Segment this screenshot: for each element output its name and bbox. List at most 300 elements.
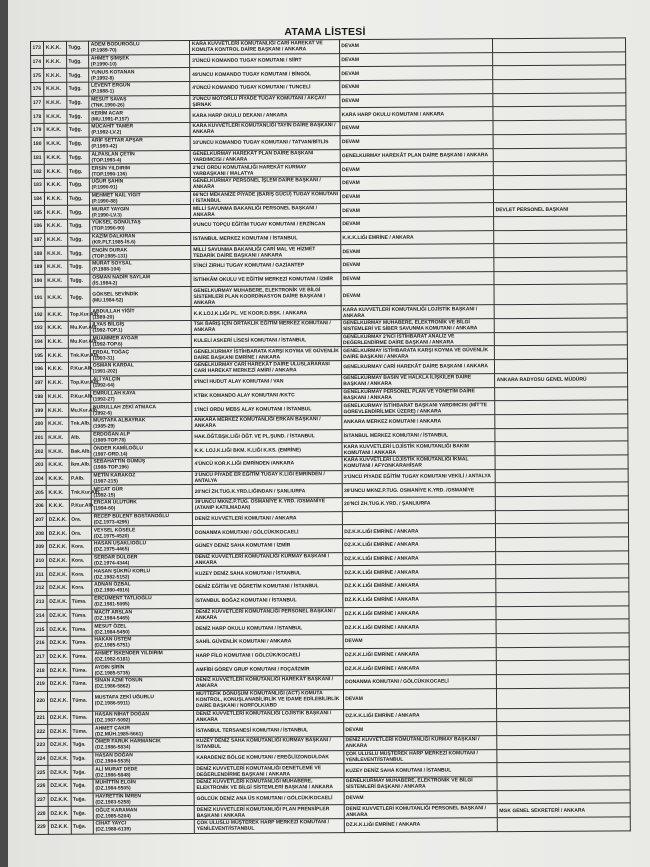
branch-cell: K.K.K. <box>44 55 67 69</box>
officer-id: (1994-60) <box>93 505 116 512</box>
name-cell <box>93 663 194 677</box>
officer-id: (DZ.1973-4295) <box>93 519 130 526</box>
rank-cell: Tüma. <box>70 622 93 636</box>
note-cell <box>494 318 627 332</box>
officer-name: ADEM BODUROĞLU <box>90 41 140 48</box>
officer-name: ARİF SETTAR APŞAR <box>91 137 143 144</box>
branch-cell: K.K.K. <box>46 472 69 486</box>
new-post-cell: DZ.K.K.LIĞI EMRİNE / ANKARA <box>342 524 495 539</box>
officer-name: METİN KARAKÖZ <box>93 472 136 479</box>
name-cell <box>89 123 190 137</box>
officer-name: MURAT YAYGIN <box>91 205 130 213</box>
rank-cell: Kora. <box>70 581 93 595</box>
note-cell <box>494 271 627 285</box>
new-post-cell: DEVAM <box>340 93 493 108</box>
officer-id: (P.1988-1) <box>91 88 115 96</box>
note-cell <box>496 523 629 537</box>
rank-cell: İkm.Alb. <box>69 458 92 472</box>
row-number-cell: 176 <box>31 82 44 96</box>
note-cell: ANKARA RADYOSU GENEL MÜDÜRÜ <box>495 373 628 387</box>
officer-name: AHMET İSKENDER YILDIRIM <box>94 650 163 657</box>
new-post-cell: KARA KUVVETLERİ KOMUTANLIĞI LOJİSTİK BAŞKANI / ANKARA <box>341 305 494 320</box>
rank-cell: Ora. <box>69 527 92 541</box>
note-cell <box>493 38 626 52</box>
branch-cell: K.K.K. <box>45 274 68 288</box>
officer-id: (DZ.1985-5735) <box>94 669 130 677</box>
note-cell <box>495 441 628 455</box>
row-number-cell: 180 <box>31 137 44 151</box>
note-cell <box>494 243 627 257</box>
rank-cell: Tuğg. <box>68 288 91 308</box>
row-number-cell: 178 <box>31 110 44 124</box>
officer-id: (DZ.1975-4465) <box>93 546 130 554</box>
note-cell <box>496 605 629 619</box>
officer-id: (İS.1984-2) <box>92 280 118 287</box>
officer-id: (DZ.1986-5848) <box>95 772 131 779</box>
name-cell <box>91 430 192 444</box>
branch-cell: DZ.K.K. <box>48 779 71 793</box>
current-post-cell: DENİZ KUVVETLERİ KOMUTANLIĞI DENETLEME VE DEĞERLENDİRME BAŞKANI / ANKARA <box>194 764 343 779</box>
note-cell <box>496 551 629 565</box>
row-number-cell: 192 <box>32 308 45 322</box>
branch-cell: DZ.K.K. <box>48 650 71 664</box>
name-cell <box>92 540 193 554</box>
row-number-cell: 211 <box>34 568 47 582</box>
current-post-cell: DONANMA KOMUTANI / GÖLCÜK/KOCAELİ <box>193 525 342 540</box>
rank-cell: Tüma. <box>70 691 93 711</box>
new-post-cell: DEVAM <box>340 244 493 259</box>
new-post-cell: DENİZ KUVVETLERİ KOMUTANLIĞI KURMAY BAŞKANI / ANKARA <box>343 736 496 751</box>
row-number-cell: 185 <box>32 206 45 220</box>
note-cell <box>496 674 629 688</box>
current-post-cell: MİLLİ SAVUNMA BAKANLIĞI CARİ MAL VE HİZMET TEDARİK DAİRE BAŞKANI / ANKARA <box>191 245 340 260</box>
branch-cell: K.K.K. <box>45 260 68 274</box>
note-cell <box>497 687 630 708</box>
officer-name: İLYAS BİLGİŞ <box>92 321 125 329</box>
rank-cell: Tuğg. <box>67 137 90 151</box>
current-post-cell: GENELKURMAY CARİ HAREKÂT DAİRE ULUSLARARASI CARİ HAREKAT MERKEZİ AMİRİ / ANKARA <box>192 361 341 376</box>
rank-cell: Mu.Kur.Alb. <box>68 335 91 349</box>
name-cell <box>89 136 190 150</box>
current-post-cell: 4'ÜNCÜ KOMANDO TUGAY KOMUTANI / TUNCELİ <box>190 81 339 96</box>
new-post-cell: ÇOK ULUSLU MÜŞTEREK HARP MERKEZİ KOMUTANI / YENİLEVENT/İSTANBUL <box>344 749 497 764</box>
name-cell <box>90 287 191 308</box>
row-number-cell: 188 <box>32 247 45 261</box>
officer-name: VEYSEL KÖSELE <box>93 527 136 534</box>
current-post-cell: 3'ÜNCÜ KOMANDO TUGAY KOMUTANI / SİİRT <box>190 53 339 68</box>
note-cell <box>497 817 630 831</box>
branch-cell: DZ.K.K. <box>47 595 70 609</box>
officer-id: (DZ.1986-5862) <box>94 683 131 690</box>
rank-cell: Tüma. <box>70 663 93 677</box>
note-cell <box>496 646 629 660</box>
officer-id: (MU.1991-P.157) <box>91 116 129 123</box>
current-post-cell: KULELİ ASKERİ LİSESİ KOMUTANI / İSTANBUL <box>192 333 341 348</box>
officer-name: MÜCAHİT TAMER <box>91 123 134 131</box>
branch-cell: K.K.K. <box>46 431 69 445</box>
new-post-cell: DEVAM <box>339 66 492 81</box>
note-cell <box>494 345 627 359</box>
note-cell <box>496 578 629 592</box>
rank-cell: Top.Kur.Alb. <box>68 308 91 322</box>
name-cell <box>93 792 194 806</box>
officer-id: (P.1992-8) <box>90 75 114 82</box>
row-number-cell: 190 <box>32 274 45 288</box>
name-cell <box>92 526 193 540</box>
row-number-cell: 184 <box>31 192 44 206</box>
row-number-cell: 205 <box>33 486 46 500</box>
name-cell <box>89 150 190 164</box>
row-number-cell: 173 <box>31 41 44 55</box>
current-post-cell: DENİZ KUVVETLERİ KOMUTANI / ANKARA <box>193 511 342 526</box>
rank-cell: Tuğg. <box>67 192 90 206</box>
officer-id: (KR.PLT.1985-İS.6) <box>91 239 136 246</box>
new-post-cell: GENELKURMAY İSTİHBARATA KARŞI KOYMA VE GÜVENLİK DAİRE BAŞKANI / ANKARA <box>341 346 494 361</box>
note-cell <box>496 660 629 674</box>
new-post-cell: DZ.K.K.LIĞI EMRİNE / ANKARA <box>343 647 496 662</box>
officer-name: MUSTAFA ZEKİ UĞURLU <box>94 694 154 701</box>
officer-name: MESUT SAVAŞ <box>91 96 127 103</box>
officer-id: (TOP.1993-4) <box>91 157 122 164</box>
rank-cell: Tüma. <box>70 636 93 650</box>
table-row <box>35 817 630 834</box>
branch-cell: K.K.K. <box>46 403 69 417</box>
rank-cell: P.Kur.Alb. <box>68 362 91 376</box>
current-post-cell: KTBK KOMANDO ALAY KOMUTANI /KKTC <box>192 388 341 403</box>
officer-id: (1991-202) <box>92 368 118 376</box>
officer-id: (DZ.1986-5834) <box>95 744 131 751</box>
branch-cell: DZ.K.K. <box>47 513 70 527</box>
new-post-cell: KARA KUVVETLERİ LOJİSTİK KOMUTANLIĞI BAKIM KOMUTANI / ANKARA <box>342 442 495 457</box>
officer-id: (P.1990-LV.3) <box>91 212 122 219</box>
officer-name: AHMET ŞİMŞEK <box>90 55 130 62</box>
rank-cell: Tuğg. <box>66 69 89 83</box>
note-cell <box>493 147 626 161</box>
rank-cell: Kora. <box>69 540 92 554</box>
officer-name: HASAN DOĞAN <box>95 752 133 759</box>
branch-cell: K.K.K. <box>46 362 69 376</box>
new-post-cell: DZ.K.K.LIĞI EMRİNE / ANKARA <box>342 551 495 566</box>
current-post-cell: HARP FİLO KOMUTANI / GÖLCÜK/KOCAELİ <box>194 648 343 663</box>
branch-cell: DZ.K.K. <box>47 581 70 595</box>
name-cell <box>92 649 193 663</box>
officer-id: (DZ.1987-5092) <box>94 717 131 724</box>
new-post-cell: DEVAM <box>343 688 496 709</box>
current-post-cell: MÜTTEFİK DÖNÜŞÜM KOMUTANLIĞI (ACT) KOMUTA KONTROL, KONUŞLANABİLİRLİK VE İDAME EDİLEBİLİRLİK DAİRE BAŞKANI / NORFOLK/ABD <box>194 689 343 710</box>
new-post-cell: DONANMA KOMUTANI / GÖLCÜK/KOCAELİ <box>343 675 496 690</box>
name-cell <box>90 191 191 205</box>
rank-cell: Tuğg. <box>67 205 90 219</box>
new-post-cell: DZ.K.K.LIĞI EMRİNE / ANKARA <box>342 538 495 553</box>
officer-id: (1992-64) <box>92 382 115 389</box>
row-number-cell: 226 <box>35 779 48 793</box>
branch-cell: DZ.K.K. <box>48 691 71 711</box>
new-post-cell: DENİZ KUVVETLERİ KOMUTANLIĞI PERSONEL BAŞKANI / ANKARA <box>344 804 497 819</box>
current-post-cell: 3'ÜNCÜ PİYADE ER EĞİTİM TUGAY K.LIĞI EMRİNDEN / ANTALYA <box>193 470 342 485</box>
rank-cell: Tuğg. <box>68 260 91 274</box>
officer-name: YUNUS KOTANAN <box>90 69 135 76</box>
rank-cell: P.Alb. <box>69 472 92 486</box>
document-title: ATAMA LİSTESİ <box>284 26 366 38</box>
current-post-cell: 8'İNCİ HUDUT ALAY KOMUTANI / VAN <box>192 374 341 389</box>
row-number-cell: 210 <box>34 554 47 568</box>
current-post-cell: 3'ÜNCÜ MOTORLU PİYADE TUGAY KOMUTANI / AKÇAY/ŞIRNAK <box>190 94 339 109</box>
rank-cell: Top.Kur.Alb. <box>68 376 91 390</box>
officer-id: (DZ.1983-5258) <box>95 799 131 806</box>
new-post-cell: 20'NCİ ZH.TUG.K.YRD. / ŞANLIURFA <box>342 497 495 512</box>
officer-name: ÖNDER KAMİLOĞLU <box>93 444 143 452</box>
note-cell <box>497 762 630 776</box>
new-post-cell: GENELKURMAY PERSONEL PLAN VE YÖNETİM DAİRE BAŞKANI / ANKARA <box>341 387 494 402</box>
officer-name: ABDULLAH YİĞİT <box>92 308 135 315</box>
name-cell <box>90 260 191 274</box>
row-number-cell: 214 <box>34 609 47 623</box>
name-cell <box>91 457 192 471</box>
name-cell <box>93 690 194 711</box>
name-cell <box>92 622 193 636</box>
officer-name: UĞUR ŞAHİN <box>91 178 124 185</box>
officer-name: ALİ YALÇIN <box>92 376 121 383</box>
table-body <box>31 38 631 834</box>
row-number-cell: 193 <box>32 321 45 335</box>
branch-cell: DZ.K.K. <box>47 636 70 650</box>
officer-id: (DZ.1984-5505) <box>95 785 131 793</box>
rank-cell: Tuğg. <box>66 41 89 55</box>
officer-name: GÖKSEL SEVİNDİK <box>92 291 139 298</box>
officer-id: (DZ.1986-5911) <box>94 700 130 707</box>
officer-name: LEVENT ERGÜN <box>91 82 131 90</box>
new-post-cell: DEVAM <box>341 285 494 306</box>
branch-cell: K.K.K. <box>44 69 67 83</box>
current-post-cell: DENİZ EĞİTİM VE ÖĞRETİM KOMUTANI / İSTANBUL <box>193 580 342 595</box>
new-post-cell: DEVAM <box>340 189 493 204</box>
row-number-cell: 200 <box>33 417 46 431</box>
branch-cell: K.K.K. <box>44 151 67 165</box>
branch-cell: K.K.K. <box>45 247 68 261</box>
name-cell <box>90 232 191 246</box>
officer-name: KAZIM DALKIRAN <box>91 233 136 240</box>
row-number-cell: 196 <box>32 363 45 377</box>
row-number-cell: 174 <box>31 55 44 69</box>
current-post-cell: MİLLİ SAVUNMA BAKANLIĞI PERSONEL BAŞKANI / ANKARA <box>191 204 340 219</box>
rank-cell: Tnk.Alb. <box>69 417 92 431</box>
current-post-cell: DENİZ KUVVETLERİ KOMUTANLIĞI HAREKÂT BAŞKANI / ANKARA <box>194 676 343 691</box>
branch-cell: K.K.K. <box>47 499 70 513</box>
note-cell <box>497 749 630 763</box>
note-cell <box>497 735 630 749</box>
row-number-cell: 209 <box>34 540 47 554</box>
row-number-cell: 225 <box>35 766 48 780</box>
rank-cell: Tuğa. <box>71 766 94 780</box>
rank-cell: Tüma. <box>70 677 93 691</box>
note-cell <box>496 564 629 578</box>
officer-name: ERDAL TOĞAÇ <box>92 349 130 356</box>
new-post-cell: DEVAM <box>343 634 496 649</box>
officer-id: (TOP.1990-90) <box>91 225 125 232</box>
row-number-cell: 203 <box>33 458 46 472</box>
name-cell <box>94 820 195 834</box>
new-post-cell: 39'UNCU MKNZ.P.TUG. OSMANİYE K.YRD. /OSMANİYE <box>342 483 495 498</box>
officer-id: (DZ.1988-6139) <box>95 826 131 834</box>
officer-name: MEHMET NAİL YİĞİT <box>91 192 141 199</box>
row-number-cell: 215 <box>34 623 47 637</box>
new-post-cell: KARA HARP OKULU KOMUTANI / ANKARA <box>340 107 493 122</box>
officer-name: SİNAN AZMİ TOSUN <box>94 677 143 684</box>
rank-cell: Tuğg. <box>67 219 90 233</box>
note-cell <box>496 619 629 633</box>
rank-cell: Ora. <box>69 513 92 527</box>
row-number-cell: 191 <box>32 288 45 308</box>
branch-cell: DZ.K.K. <box>48 725 71 739</box>
note-cell <box>497 707 630 721</box>
officer-name: KERİM ACAR <box>91 110 123 117</box>
name-cell <box>89 82 190 96</box>
name-cell <box>89 95 190 109</box>
officer-id: (1989-20) <box>92 314 115 321</box>
new-post-cell: 3'ÜNCÜ PİYADE EĞİTİM TUGAY KOMUTANI VEKİLİ / ANTALYA <box>342 469 495 484</box>
officer-name: CİHAT YAYCI <box>95 820 127 828</box>
branch-cell: K.K.K. <box>44 96 67 110</box>
note-cell <box>494 304 627 318</box>
row-number-cell: 187 <box>32 233 45 247</box>
current-post-cell: K.K. LOJ.K.LIĞI BKM. K.LIĞI K.KS. (EMRİNE) <box>192 443 341 458</box>
name-cell <box>93 751 194 765</box>
branch-cell: K.K.K. <box>46 486 69 500</box>
new-post-cell: GENELKURMAY HAREKÂT PLAN DAİRE BAŞKANI / ANKARA <box>340 148 493 163</box>
current-post-cell: İSTANBUL MERKEZ KOMUTANI / İSTANBUL <box>191 231 340 246</box>
current-post-cell: KARA HARP OKULU DEKANI / ANKARA <box>190 108 339 123</box>
current-post-cell: KARA KUVVETLERİ KOMUTANLIĞI TAYİN DAİRE BAŞKANI / ANKARA <box>190 122 339 137</box>
current-post-cell: KARA KUVVETLERİ KOMUTANLIĞI CARİ HAREKAT VE KOMUTA KONTROL DAİRE BAŞKANI / ANKARA <box>190 40 339 55</box>
officer-name: AHMET ÇAKIR <box>94 725 130 732</box>
note-cell <box>495 414 628 428</box>
branch-cell: K.K.K. <box>45 192 68 206</box>
officer-name: MUSTAFA ALBAYRAK <box>93 417 146 424</box>
row-number-cell: 207 <box>33 513 46 527</box>
name-cell <box>90 177 191 191</box>
officer-id: (P.1990-10) <box>90 61 117 68</box>
branch-cell: DZ.K.K. <box>49 820 72 834</box>
row-number-cell: 212 <box>34 582 47 596</box>
officer-id: (DZ.1975-4520) <box>93 533 130 540</box>
name-cell <box>91 389 192 403</box>
new-post-cell: DEVAM <box>340 162 493 177</box>
current-post-cell: KUZEY DENİZ SAHA KOMUTANLIĞI KURMAY BAŞKANI / İSTANBUL <box>194 737 343 752</box>
new-post-cell: DEVAM <box>340 121 493 136</box>
officer-name: MURAT SOYSAL <box>92 260 132 267</box>
new-post-cell: DEVAM <box>340 134 493 149</box>
name-cell <box>90 321 191 335</box>
branch-cell: K.K.K. <box>45 233 68 247</box>
rank-cell: Tuğg. <box>67 164 90 178</box>
note-cell <box>493 79 626 93</box>
branch-cell: K.K.K. <box>46 349 69 363</box>
officer-name: OSMAN KARDAL <box>92 362 134 370</box>
current-post-cell: DENİZ HARP OKULU KOMUTANI / İSTANBUL <box>194 621 343 636</box>
branch-cell: DZ.K.K. <box>48 793 71 807</box>
current-post-cell: 9'UNCU TOPÇU EĞİTİM TUGAY KOMUTANI / ERZİNCAN <box>191 218 340 233</box>
note-cell <box>494 257 627 271</box>
current-post-cell: KUZEY DENİZ SAHA KOMUTANI / İSTANBUL <box>193 566 342 581</box>
branch-cell: DZ.K.K. <box>48 711 71 725</box>
note-cell: DEVLET PERSONEL BAŞKANI <box>494 202 627 216</box>
branch-cell: DZ.K.K. <box>47 527 70 541</box>
name-cell <box>92 553 193 567</box>
note-cell <box>495 359 628 373</box>
name-cell <box>91 416 192 430</box>
row-number-cell: 206 <box>33 499 46 513</box>
new-post-cell: KARA KUVVETLERİ LOJİSTİK KOMUTANLIĞI İKMAL KOMUTANI / AFYONKARAHİSAR <box>342 456 495 471</box>
rank-cell: Kora. <box>69 568 92 582</box>
note-cell <box>493 93 626 107</box>
note-cell: MGK GENEL SEKRETERİ / ANKARA <box>497 803 630 817</box>
note-cell <box>494 229 627 243</box>
name-cell <box>91 375 192 389</box>
name-cell <box>91 444 192 458</box>
officer-name: ERSİN YILDIRIM <box>91 164 131 172</box>
row-number-cell: 202 <box>33 445 46 459</box>
rank-cell: Tüma. <box>70 711 93 725</box>
officer-name: NECAT GÜR <box>93 486 123 493</box>
officer-name: ERCÜMENT TATLIOĞLU <box>94 595 152 602</box>
new-post-cell: DZ.K.K.LIĞI EMRİNE / ANKARA <box>342 565 495 580</box>
officer-id: (TOP.1990-136) <box>91 170 127 178</box>
officer-id: (1987-215) <box>93 478 118 485</box>
officer-id: (1992-6) <box>93 410 112 417</box>
officer-id: (DZ.1985-5204) <box>95 813 131 820</box>
branch-cell: DZ.K.K. <box>48 807 71 821</box>
branch-cell: K.K.K. <box>45 288 68 308</box>
note-cell <box>495 510 628 524</box>
note-cell <box>493 120 626 134</box>
branch-cell: DZ.K.K. <box>47 568 70 582</box>
name-cell <box>93 724 194 738</box>
note-cell <box>495 427 628 441</box>
name-cell <box>91 471 192 485</box>
row-number-cell: 197 <box>33 376 46 390</box>
current-post-cell: HAK.ÖĞT.BŞK.LIĞI ÖĞT. VE PL.ŞUND. / İSTANBUL <box>192 429 341 444</box>
current-post-cell: KARADENİZ BÖLGE KOMUTANI / EREĞLİ/ZONGULDAK <box>194 750 343 765</box>
row-number-cell: 186 <box>32 219 45 233</box>
branch-cell: K.K.K. <box>46 390 69 404</box>
officer-name: ENGİN DURAK <box>92 247 128 254</box>
rank-cell: Kora. <box>69 554 92 568</box>
new-post-cell: DZ.K.K.LIĞI EMRİNE / ANKARA <box>343 708 496 723</box>
officer-name: YÜKSEL GÖNÜLTAŞ <box>91 219 141 226</box>
name-cell <box>89 109 190 123</box>
officer-id: (DZ.1984-5535) <box>95 758 131 765</box>
officer-id: (DZ.1980-4916) <box>94 587 130 595</box>
officer-name: RECEP BÜLENT BOSTANOĞLU <box>93 513 170 520</box>
new-post-cell: DEVAM <box>339 80 492 95</box>
new-post-cell: KUZEY DENİZ SAHA KOMUTANI / İSTANBUL <box>344 763 497 778</box>
officer-id: (P.1988-104) <box>92 266 121 273</box>
branch-cell: K.K.K. <box>44 123 67 137</box>
note-cell <box>493 52 626 66</box>
rank-cell: Tnk.Kur.Alb. <box>68 349 91 363</box>
name-cell <box>90 307 191 321</box>
rank-cell: Tuğa. <box>71 820 94 834</box>
name-cell <box>92 635 193 649</box>
current-post-cell: GENELKURMAY HAREKÂT PLAN DAİRE BAŞKANI YARDIMCISI / ANKARA <box>191 149 340 164</box>
current-post-cell: DENİZ KUVVETLERİ KOMUTANLIĞI LOJİSTİK BAŞKANI / ANKARA <box>194 709 343 724</box>
officer-name: ERCAN ULUTÜRK <box>93 499 137 506</box>
row-number-cell: 201 <box>33 431 46 445</box>
officer-id: (DZ.1981-5095) <box>94 601 130 608</box>
branch-cell: DZ.K.K. <box>48 677 71 691</box>
new-post-cell: DEVAM <box>340 176 493 191</box>
officer-id: (P.1990-88) <box>91 198 118 205</box>
